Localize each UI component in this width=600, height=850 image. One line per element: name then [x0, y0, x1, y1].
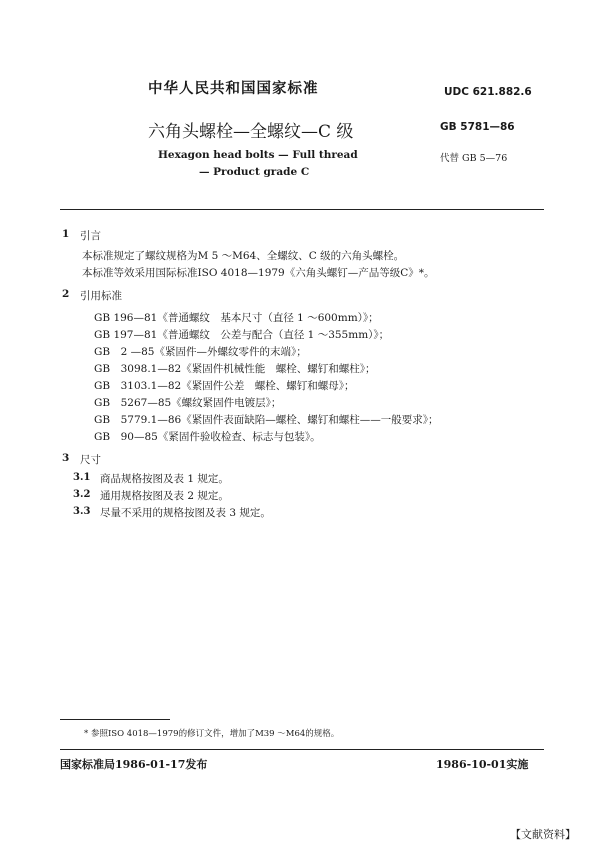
- document-title-en-line1: Hexagon head bolts — Full thread: [158, 149, 358, 161]
- section1-number: 1: [62, 228, 70, 240]
- national-standard-label: 中华人民共和国国家标准: [148, 80, 319, 97]
- reference-item: GB 197—81《普通螺纹 公差与配合（直径 1 ～355mm）》；: [94, 329, 390, 341]
- effective-date: 1986-10-01实施: [436, 758, 529, 771]
- reference-item: GB 5779.1—86《紧固件表面缺陷—螺栓、螺钉和螺柱——一般要求》；: [94, 414, 439, 426]
- reference-item: GB 5267—85《螺纹紧固件电镀层》；: [94, 397, 282, 409]
- footer-divider: [60, 749, 544, 750]
- issue-date: 国家标准局1986-01-17发布: [60, 758, 208, 771]
- document-title-cn: 六角头螺栓—全螺纹—C 级: [148, 122, 354, 142]
- watermark-label: 【文献资料】: [510, 828, 576, 841]
- udc-code: UDC 621.882.6: [444, 86, 532, 98]
- standard-code: GB 5781—86: [440, 121, 515, 133]
- section3-heading: 尺寸: [80, 454, 101, 466]
- header-divider: [60, 209, 544, 210]
- subsection-number: 3.1: [73, 472, 91, 483]
- reference-item: GB 90—85《紧固件验收检查、标志与包装》。: [94, 431, 321, 443]
- reference-item: GB 2 —85《紧固件—外螺纹零件的末端》；: [94, 346, 307, 358]
- section2-number: 2: [62, 288, 70, 300]
- section3-number: 3: [62, 452, 70, 464]
- replaces-note: 代替 GB 5—76: [440, 153, 508, 164]
- subsection-number: 3.2: [73, 489, 91, 500]
- subsection-number: 3.3: [73, 506, 91, 517]
- reference-item: GB 3098.1—82《紧固件机械性能 螺栓、螺钉和螺柱》；: [94, 363, 376, 375]
- reference-item: GB 196—81《普通螺纹 基本尺寸（直径 1 ～600mm）》；: [94, 312, 379, 324]
- subsection-text: 商品规格按图及表 1 规定。: [100, 473, 229, 485]
- section2-heading: 引用标准: [80, 290, 122, 302]
- section1-paragraph: 本标准规定了螺纹规格为M 5 ～M64、全螺纹、C 级的六角头螺栓。: [82, 250, 405, 262]
- subsection-text: 尽量不采用的规格按图及表 3 规定。: [100, 507, 271, 519]
- footnote-divider: [60, 719, 170, 720]
- reference-item: GB 3103.1—82《紧固件公差 螺栓、螺钉和螺母》；: [94, 380, 355, 392]
- document-title-en-line2: — Product grade C: [199, 166, 310, 178]
- subsection-text: 通用规格按图及表 2 规定。: [100, 490, 229, 502]
- section1-heading: 引言: [80, 230, 101, 242]
- section1-paragraph: 本标准等效采用国际标准ISO 4018—1979《六角头螺钉—产品等级C》*。: [82, 267, 435, 279]
- footnote: * 参照ISO 4018—1979的修订文件，增加了M39 ～M64的规格。: [84, 729, 340, 739]
